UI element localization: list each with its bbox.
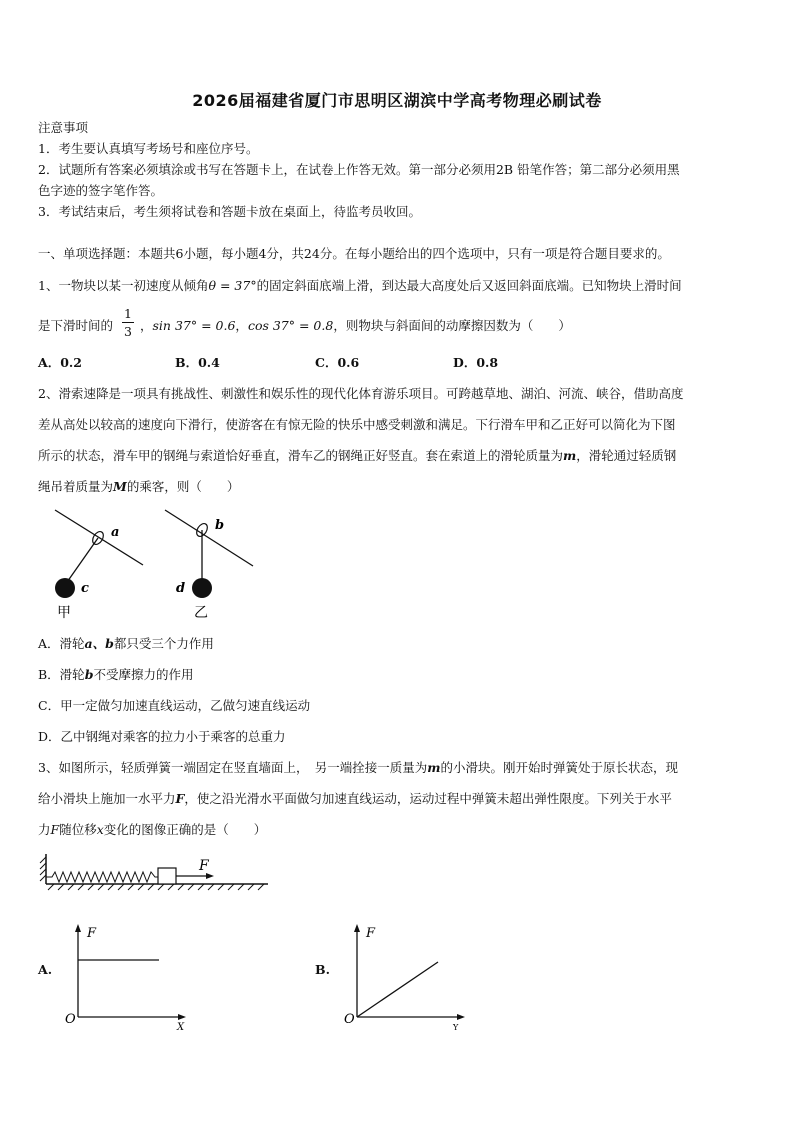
section-heading: 一、单项选择题：本题共6小题，每小题4分，共24分。在每小题给出的四个选项中，只有一项是符合题目要求的。 bbox=[38, 246, 670, 261]
graph-ylabel: F bbox=[366, 926, 376, 941]
q3-line3-mid: 随位移 bbox=[59, 822, 97, 837]
q2-option-d[interactable]: D．乙中钢绳对乘客的拉力小于乘客的总重力 bbox=[38, 729, 286, 744]
q2-line4 bbox=[38, 479, 239, 495]
q3-line2-post: ，使之沿光滑水平面做匀加速直线运动，运动过程中弹簧未超出弹性限度。下列关于水平 bbox=[184, 791, 672, 806]
q3-graph-b[interactable] bbox=[341, 922, 471, 1032]
q1-text-1: 1、一物块以某一初速度从倾角 bbox=[38, 278, 209, 293]
graph-ylabel: F bbox=[87, 926, 97, 941]
q3-spring-figure bbox=[38, 848, 278, 893]
q1-text-2: 的固定斜面底端上滑，到达最大高度处后又返回斜面底端。已知物块上滑时间 bbox=[256, 278, 682, 293]
q2-opt-b-b: b bbox=[84, 667, 94, 682]
spring bbox=[46, 872, 158, 882]
q1-line1 bbox=[38, 278, 682, 294]
q2-option-c[interactable]: C．甲一定做匀加速直线运动，乙做匀速直线运动 bbox=[38, 698, 311, 713]
q2-opt-a-ab: a、b bbox=[84, 636, 114, 651]
fraction-bar bbox=[122, 322, 134, 323]
q3-option-b-label[interactable]: B. bbox=[315, 962, 330, 977]
q3-line2 bbox=[38, 791, 672, 807]
slider-block bbox=[158, 868, 176, 884]
q2-figure bbox=[40, 500, 300, 620]
q2-opt-a-text: 都只受三个力作用 bbox=[113, 636, 214, 651]
floor-hatch bbox=[48, 884, 264, 890]
q2-m: m bbox=[563, 448, 577, 463]
label-c: c bbox=[81, 581, 89, 596]
q2-line4-post: 的乘客，则（ ） bbox=[126, 479, 240, 494]
cable-jia bbox=[55, 510, 143, 565]
notice-item-3: 3．考试结束后，考生须将试卷和答题卡放在桌面上，待监考员收回。 bbox=[38, 204, 421, 219]
notice-item-2-cont: 色字迹的签字笔作答。 bbox=[38, 183, 164, 198]
q2-line3-post: ，滑轮通过轻质钢 bbox=[576, 448, 677, 463]
q3-line1-post: 的小滑块。刚开始时弹簧处于原长状态，现 bbox=[440, 760, 678, 775]
q1-option-a[interactable]: A．0.2 bbox=[38, 355, 82, 370]
q2-M: M bbox=[113, 479, 127, 494]
label-a: a bbox=[111, 525, 120, 540]
x-arrow bbox=[178, 1014, 186, 1020]
label-yi: 乙 bbox=[194, 605, 208, 621]
q3-line1 bbox=[38, 760, 678, 776]
q1-frac-den: 3 bbox=[124, 324, 132, 339]
passenger-c bbox=[55, 578, 75, 598]
passenger-d bbox=[192, 578, 212, 598]
page-title: 2026届福建省厦门市思明区湖滨中学高考物理必刷试卷 bbox=[192, 91, 602, 110]
notice-item-1: 1．考生要认真填写考场号和座位序号。 bbox=[38, 141, 259, 156]
label-b: b bbox=[215, 518, 225, 533]
x-arrow bbox=[457, 1014, 465, 1020]
q3-line2-pre: 给小滑块上施加一水平力 bbox=[38, 791, 176, 806]
q3-x: x bbox=[96, 822, 104, 837]
q2-line4-text: 绳吊着质量为 bbox=[38, 479, 114, 494]
q2-line2: 差从高处以较高的速度向下滑行，使游客在有惊无险的快乐中感受刺激和满足。下行滑车甲和乙正好可以简化为下图 bbox=[38, 417, 676, 432]
notice-item-2: 2．试题所有答案必须填涂或书写在答题卡上，在试卷上作答无效。第一部分必须用2B 铅笔作答；第二部分必须用黑 bbox=[38, 162, 680, 177]
q1-line2: ，sin 37° = 0.6，cos 37° = 0.8，则物块与斜面间的动摩擦因数为（ ） bbox=[140, 318, 571, 333]
q2-option-b[interactable] bbox=[38, 667, 193, 683]
force-label: F bbox=[199, 858, 209, 874]
q1-option-b[interactable]: B．0.4 bbox=[175, 355, 220, 370]
q2-option-a[interactable] bbox=[38, 636, 214, 652]
q1-frac-num: 1 bbox=[124, 306, 132, 321]
graph-xlabel: X bbox=[177, 1022, 185, 1033]
q1-line2-pre: 是下滑时间的 bbox=[38, 318, 114, 333]
q3-F2: F bbox=[50, 822, 60, 837]
label-d: d bbox=[176, 581, 186, 596]
q2-line3-text: 所示的状态，滑车甲的钢绳与索道恰好垂直，滑车乙的钢绳正好竖直。套在索道上的滑轮质量为 bbox=[38, 448, 564, 463]
graph-origin: O bbox=[344, 1012, 355, 1027]
q1-text-3: ，则物块与斜面间的动摩擦因数为（ ） bbox=[333, 318, 571, 333]
q3-m: m bbox=[427, 760, 441, 775]
cable-yi bbox=[165, 510, 253, 566]
q3-line3-pre: 力 bbox=[38, 822, 51, 837]
graph-xlabel: Y bbox=[453, 1023, 459, 1032]
q2-opt-a-label: A．滑轮 bbox=[38, 636, 85, 651]
q1-angle: θ = 37° bbox=[208, 278, 257, 293]
q1-option-c[interactable]: C．0.6 bbox=[315, 355, 360, 370]
q2-opt-b-label: B．滑轮 bbox=[38, 667, 85, 682]
q3-line1-pre: 3、如图所示，轻质弹簧一端固定在竖直墙面上， 另一端拴接一质量为 bbox=[38, 760, 428, 775]
rope-jia bbox=[65, 538, 98, 585]
q3-graph-a[interactable] bbox=[62, 922, 192, 1032]
y-arrow bbox=[354, 924, 360, 932]
q3-F: F bbox=[175, 791, 185, 806]
graph-origin: O bbox=[65, 1012, 76, 1027]
q1-cos: cos 37° = 0.8 bbox=[247, 318, 334, 333]
q1-sin: sin 37° = 0.6 bbox=[152, 318, 236, 333]
graph-line bbox=[357, 962, 438, 1017]
q2-opt-b-text: 不受摩擦力的作用 bbox=[93, 667, 194, 682]
q1-option-d[interactable]: D．0.8 bbox=[453, 355, 499, 370]
q2-line3 bbox=[38, 448, 676, 464]
q3-line3 bbox=[38, 822, 266, 838]
y-arrow bbox=[75, 924, 81, 932]
q3-line3-post: 变化的图像正确的是（ ） bbox=[103, 822, 267, 837]
q1-fraction bbox=[122, 306, 134, 339]
q2-line1: 2、滑索速降是一项具有挑战性、刺激性和娱乐性的现代化体育游乐项目。可跨越草地、湖泊、河流、峡谷，借助高度 bbox=[38, 386, 684, 401]
q3-option-a-label[interactable]: A. bbox=[38, 962, 53, 977]
notice-heading: 注意事项 bbox=[38, 120, 89, 135]
label-jia: 甲 bbox=[57, 605, 71, 621]
